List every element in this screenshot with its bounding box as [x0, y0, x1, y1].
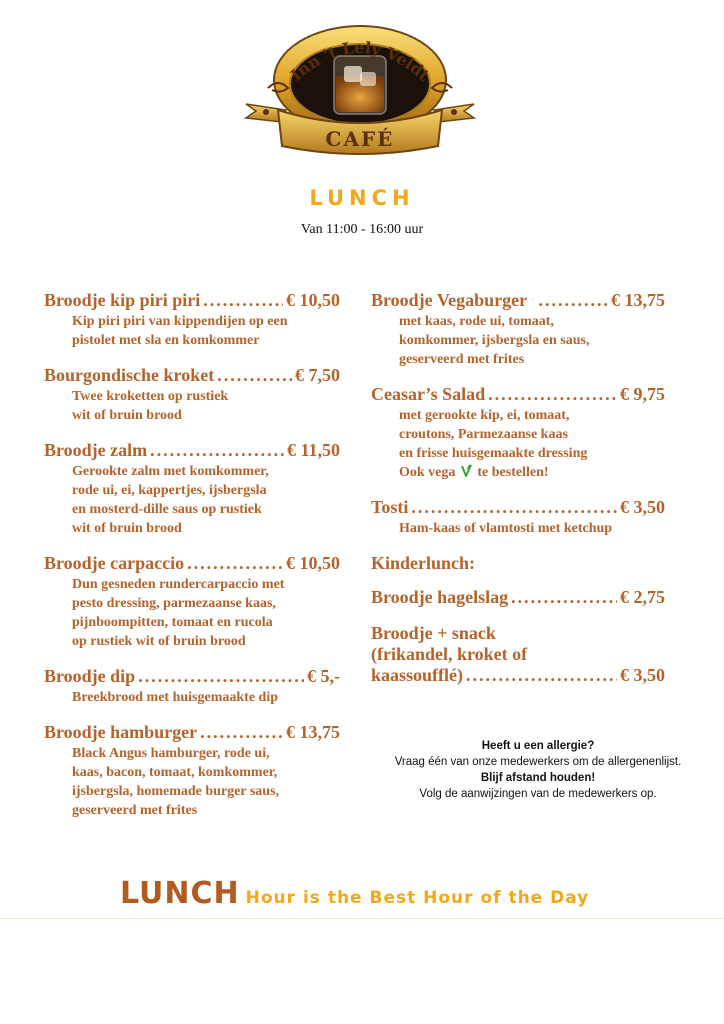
menu-item-price: € 9,75 [620, 384, 665, 404]
menu-item-zalm [44, 440, 340, 538]
menu-item-description [44, 387, 340, 425]
cafe-logo-graphic [242, 18, 478, 160]
menu-item-price: € 3,50 [620, 497, 665, 517]
description-line: geserveerd met frites [399, 352, 525, 367]
menu-item-heading [44, 553, 340, 574]
description-line: rode ui, ei, kappertjes, ijsbergsla [72, 483, 267, 498]
menu-column-left [44, 290, 340, 835]
menu-item-name: Bourgondische kroket [44, 365, 215, 385]
menu-item-price: € 10,50 [286, 553, 340, 573]
menu-item-price: € 3,50 [620, 665, 665, 685]
description-line: pijnboompitten, tomaat en rucola [72, 615, 273, 630]
dot-leader [200, 722, 283, 743]
menu-item-name: Broodje kip piri piri [44, 290, 201, 310]
dot-leader [466, 665, 617, 686]
description-line: komkommer, ijsbergsla en saus, [399, 333, 590, 348]
distance-instruction: Volg de aanwijzingen van de medewerkers op. [419, 788, 657, 800]
dot-leader [411, 497, 617, 518]
menu-item-heading [371, 497, 665, 518]
menu-item-heading [44, 722, 340, 743]
dot-leader [539, 290, 609, 311]
description-line: met kaas, rode ui, tomaat, [399, 314, 554, 329]
description-line: Kip piri piri van kippendijen op een [72, 314, 288, 329]
menu-item-name-line: Broodje + snack [371, 623, 496, 643]
menu-item-price: € 2,75 [620, 587, 665, 607]
menu-item-price: € 10,50 [286, 290, 340, 310]
allergy-question: Heeft u een allergie? [481, 740, 595, 752]
tagline [120, 876, 589, 911]
dot-leader [187, 553, 283, 574]
description-line: Dun gesneden rundercarpaccio met [72, 577, 285, 592]
description-line: pistolet met sla en komkommer [72, 333, 260, 348]
dot-leader [203, 290, 283, 311]
menu-item-name: Broodje dip [44, 666, 136, 686]
menu-item-heading [44, 365, 340, 386]
vega-note-text: Ook vega [399, 465, 456, 480]
menu-column-right [371, 290, 665, 701]
menu-item-name: Broodje hamburger [44, 722, 198, 742]
menu-item-caesar-salad [371, 384, 665, 482]
menu-item-description [44, 312, 340, 350]
lunch-hours: Van 11:00 - 16:00 uur [300, 222, 424, 237]
description-line: kaas, bacon, tomaat, komkommer, [72, 765, 278, 780]
description-line: wit of bruin brood [72, 521, 182, 536]
menu-item-name: Ceasar’s Salad [371, 384, 486, 404]
menu-item-description [44, 688, 340, 707]
description-line: Ham-kaas of vlamtosti met ketchup [399, 521, 613, 536]
vega-note-text: te bestellen! [477, 465, 549, 480]
menu-item-name: kaassoufflé) [371, 665, 464, 685]
dot-leader [150, 440, 284, 461]
description-line: geserveerd met frites [72, 803, 198, 818]
description-line: op rustiek wit of bruin brood [72, 634, 246, 649]
menu-item-description [371, 519, 665, 538]
kinderlunch-heading: Kinderlunch: [371, 553, 476, 573]
menu-item-dip [44, 666, 340, 707]
description-line: en frisse huisgemaakte dressing [399, 446, 588, 461]
vega-note [399, 463, 665, 482]
menu-item-heading [371, 587, 665, 608]
menu-item-name: Broodje zalm [44, 440, 148, 460]
menu-item-name: Broodje carpaccio [44, 553, 185, 573]
description-line: ijsbergsla, homemade burger saus, [72, 784, 280, 799]
vegan-leaf-icon [461, 464, 472, 477]
menu-item-name: Tosti [371, 497, 409, 517]
menu-item-name-line: (frikandel, kroket of [371, 644, 528, 664]
dot-leader [511, 587, 617, 608]
tagline-lunch: LUNCH [120, 876, 240, 911]
menu-item-description [44, 575, 340, 651]
description-line: Breekbrood met huisgemaakte dip [72, 690, 278, 705]
dot-leader [488, 384, 617, 405]
menu-item-price: € 5,- [307, 666, 340, 686]
menu-item-kip-piri-piri [44, 290, 340, 350]
description-line: en mosterd-dille saus op rustiek [72, 502, 262, 517]
menu-item-price: € 13,75 [286, 722, 340, 742]
description-line: pesto dressing, parmezaanse kaas, [72, 596, 276, 611]
footer-divider [0, 918, 724, 919]
menu-item-price: € 11,50 [286, 440, 340, 460]
menu-item-heading [44, 440, 340, 461]
menu-item-description [44, 462, 340, 538]
menu-item-heading [371, 290, 665, 311]
menu-item-heading [44, 666, 340, 687]
menu-item-description [371, 312, 665, 369]
dot-leader [217, 365, 292, 386]
distance-notice: Blijf afstand houden! [480, 772, 596, 784]
menu-item-name: Broodje Vegaburger [371, 290, 528, 310]
cafe-logo [242, 18, 478, 160]
allergy-notice [358, 738, 718, 802]
description-line: Gerookte zalm met komkommer, [72, 464, 269, 479]
menu-item-price: € 7,50 [295, 365, 340, 385]
menu-item-description [371, 406, 665, 482]
menu-item-carpaccio [44, 553, 340, 651]
menu-item-vegaburger [371, 290, 665, 369]
svg-text:Inn 't Lely Veldt: Inn 't Lely Veldt [286, 37, 434, 85]
page-title: LUNCH [309, 186, 415, 210]
menu-item-name: Broodje hagelslag [371, 587, 509, 607]
menu-item-description [44, 744, 340, 820]
vegan-leaf-icon [532, 293, 533, 306]
tagline-rest: Hour is the Best Hour of the Day [245, 888, 590, 908]
description-line: Black Angus hamburger, rode ui, [72, 746, 270, 761]
menu-item-tosti [371, 497, 665, 538]
dot-leader [138, 666, 304, 687]
description-line: met gerookte kip, ei, tomaat, [399, 408, 570, 423]
menu-item-hamburger [44, 722, 340, 820]
menu-item-heading [44, 290, 340, 311]
description-line: Twee kroketten op rustiek [72, 389, 229, 404]
menu-item-snack [371, 623, 665, 686]
description-line: wit of bruin brood [72, 408, 182, 423]
menu-item-heading [371, 665, 665, 686]
menu-item-hagelslag [371, 587, 665, 608]
svg-text:CAFÉ: CAFÉ [325, 127, 395, 151]
description-line: croutons, Parmezaanse kaas [399, 427, 568, 442]
allergy-instruction: Vraag één van onze medewerkers om de allergenenlijst. [394, 756, 682, 768]
menu-item-bourgondische-kroket [44, 365, 340, 425]
menu-item-price: € 13,75 [611, 290, 665, 310]
menu-item-heading [371, 384, 665, 405]
